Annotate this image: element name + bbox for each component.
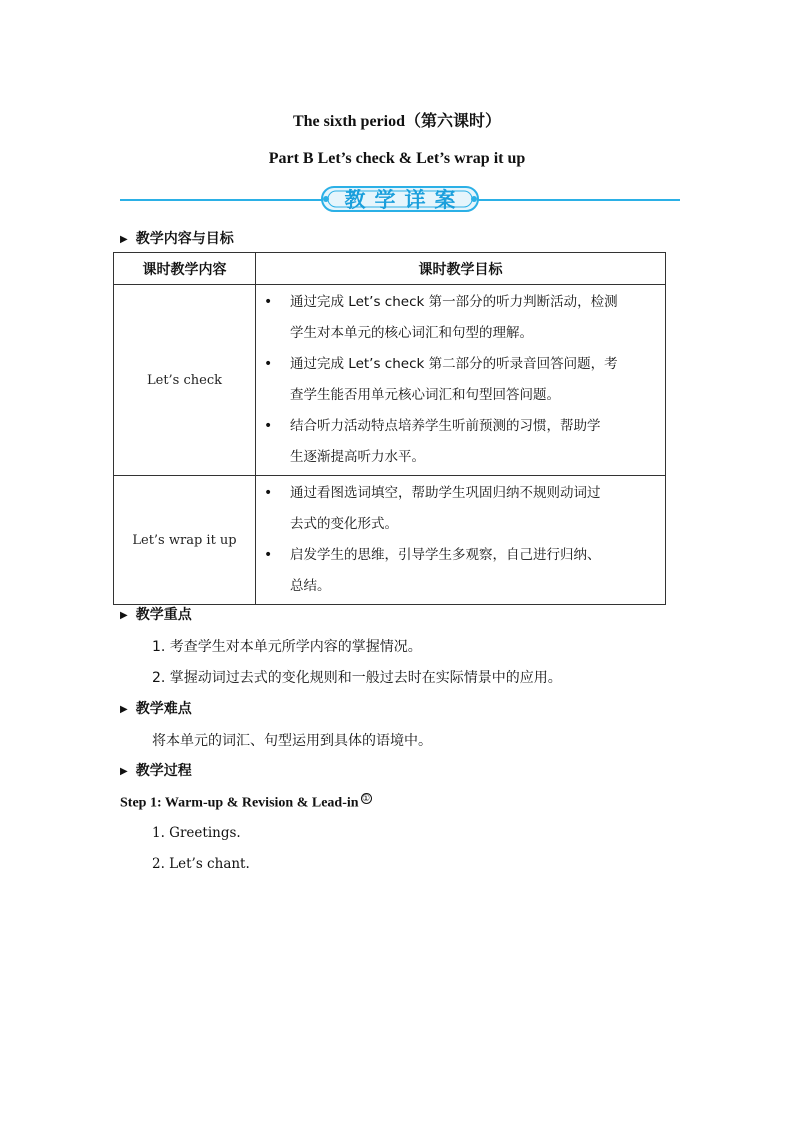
goal-list <box>256 476 665 604</box>
goal-line: 学生对本单元的核心词汇和句型的理解。 <box>290 325 533 341</box>
bullet-icon: • <box>264 547 273 563</box>
step-heading <box>120 793 372 812</box>
bullet-icon: • <box>264 418 273 434</box>
goal-line: 结合听力活动特点培养学生听前预测的习惯，帮助学 <box>290 418 601 434</box>
goal-line: 启发学生的思维，引导学生多观察，自己进行归纳、 <box>290 547 601 563</box>
list-item <box>256 540 659 602</box>
banner-line-right <box>474 199 680 201</box>
teaching-plan-table <box>113 252 666 605</box>
goal-line: 总结。 <box>290 578 331 594</box>
list-item <box>256 478 659 540</box>
banner-char: 学 <box>374 188 396 212</box>
triangle-bullet-icon: ▶ <box>120 234 128 245</box>
section-heading-process <box>120 760 192 780</box>
triangle-bullet-icon: ▶ <box>120 610 128 621</box>
table-header-row <box>114 253 666 285</box>
triangle-bullet-icon: ▶ <box>120 704 128 715</box>
banner-text <box>342 185 458 213</box>
goal-line: 去式的变化形式。 <box>290 516 398 532</box>
bullet-icon: • <box>264 294 273 310</box>
section-heading-content-goals <box>120 228 234 248</box>
banner-char: 案 <box>434 188 456 212</box>
table-row <box>114 476 666 605</box>
footnote-marker: ① <box>362 793 371 803</box>
triangle-bullet-icon: ▶ <box>120 766 128 777</box>
goal-list <box>256 285 665 475</box>
table-cell-goals <box>256 285 666 476</box>
key-point-item: 1. 考查学生对本单元所学内容的掌握情况。 <box>152 639 422 655</box>
section-heading-text: 教学过程 <box>135 763 192 779</box>
goal-line: 通过看图选词填空，帮助学生巩固归纳不规则动词过 <box>290 485 601 501</box>
table-header-content: 课时教学内容 <box>114 253 256 285</box>
step-item: 1. Greetings. <box>152 825 241 841</box>
table-cell-content: Let’s wrap it up <box>114 476 256 605</box>
key-point-item: 2. 掌握动词过去式的变化规则和一般过去时在实际情景中的应用。 <box>152 670 562 686</box>
list-item <box>256 349 659 411</box>
table-row <box>114 285 666 476</box>
section-heading-text: 教学重点 <box>135 607 192 623</box>
list-item <box>256 411 659 473</box>
bullet-icon: • <box>264 485 273 501</box>
section-heading-text: 教学难点 <box>135 701 192 717</box>
lesson-title: The sixth period（第六课时） <box>292 113 502 130</box>
banner-char: 教 <box>344 188 366 212</box>
list-item <box>256 287 659 349</box>
step-item: 2. Let’s chant. <box>152 856 250 872</box>
section-heading-key-points <box>120 604 192 624</box>
table-cell-goals <box>256 476 666 605</box>
banner-char: 详 <box>404 188 426 212</box>
step-title: Step 1: Warm-up & Revision & Lead-in <box>120 795 359 811</box>
section-heading-difficulties <box>120 698 192 718</box>
lesson-subtitle: Part B Let’s check & Let’s wrap it up <box>268 150 526 167</box>
difficulty-text: 将本单元的词汇、句型运用到具体的语境中。 <box>152 733 432 749</box>
banner <box>120 184 680 214</box>
table-header-goals: 课时教学目标 <box>256 253 666 285</box>
goal-line: 通过完成 Let’s check 第二部分的听录音回答问题，考 <box>290 356 618 372</box>
goal-line: 查学生能否用单元核心词汇和句型回答问题。 <box>290 387 560 403</box>
banner-line-left <box>120 199 326 201</box>
section-heading-text: 教学内容与目标 <box>135 231 234 247</box>
table-cell-content: Let’s check <box>114 285 256 476</box>
goal-line: 生逐渐提高听力水平。 <box>290 449 425 465</box>
bullet-icon: • <box>264 356 273 372</box>
goal-line: 通过完成 Let’s check 第一部分的听力判断活动，检测 <box>290 294 618 310</box>
